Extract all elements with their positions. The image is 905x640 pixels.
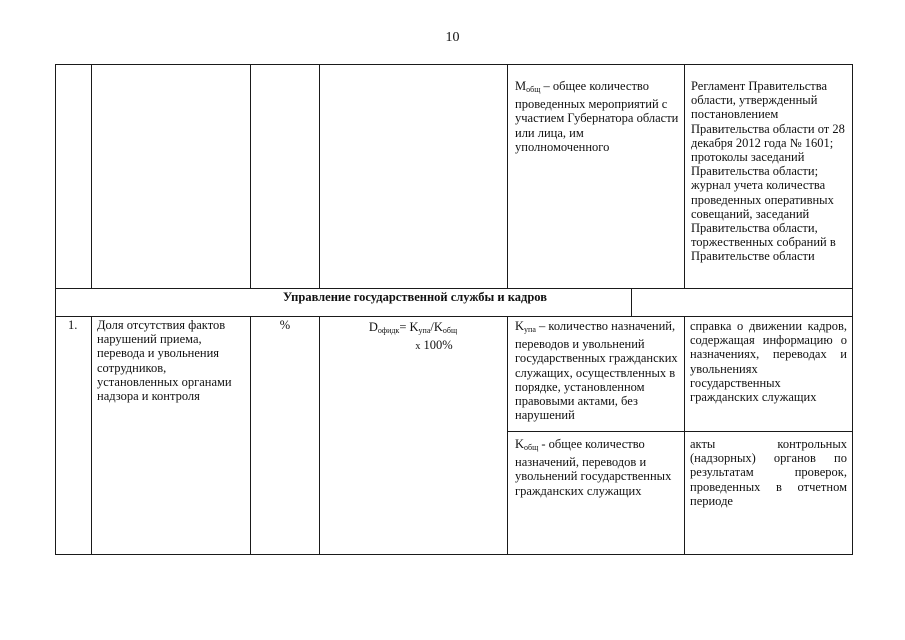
- formula-slash: /: [430, 320, 434, 334]
- col-line-3-upper: [319, 64, 320, 288]
- page-number: 10: [445, 30, 460, 45]
- col-line-2-lower: [250, 316, 251, 555]
- col-line-1-upper: [91, 64, 92, 288]
- formula-lhs-sub: офидк: [377, 326, 400, 335]
- formula-pct: 100%: [420, 338, 453, 353]
- table-border-top: [55, 64, 853, 65]
- col-line-1-lower: [91, 316, 92, 555]
- param2-var: K: [515, 437, 525, 451]
- param1-desc: [515, 319, 682, 422]
- param2-sub: общ: [524, 443, 539, 452]
- param1-source: справка о движении кадров, содержащая информацию о назначениях, переводах и увольнениях государственных гражданских служащих: [690, 319, 847, 405]
- formula-times: х: [415, 341, 421, 353]
- formula-lhs-var: D: [368, 320, 378, 334]
- formula: [322, 320, 504, 354]
- section-top-line: [55, 288, 853, 289]
- top-source: Регламент Правительства области, утвержденный постановлением Правительства области от 28 декабря 2012 года № 1601; протоколы заседаний Правительства области; журнал учета количества проведенных оперативных совещаний, заседаний Правительства области, торжественных собраний в Правительстве области: [691, 79, 845, 264]
- unit: %: [279, 318, 291, 332]
- param2-text: - общее количество назначений, переводов и увольнений государственных гражданских служащих: [515, 437, 672, 498]
- col-line-4-upper: [507, 64, 508, 288]
- formula-main: [322, 320, 504, 338]
- top-indicator-desc: [515, 79, 681, 154]
- param-divider-line: [507, 431, 853, 432]
- formula-den-sub: общ: [442, 326, 458, 335]
- table-border-bottom: [55, 554, 853, 555]
- param2-desc: [515, 437, 682, 498]
- formula-den-var: K: [433, 320, 443, 334]
- col-line-5-lower: [684, 316, 685, 555]
- section-bottom-line: [55, 316, 853, 317]
- formula-num-sub: упа: [418, 326, 431, 335]
- section-header: Управление государственной службы и кадров: [283, 290, 547, 304]
- formula-eq: =: [399, 320, 410, 334]
- param2-source: акты контрольных (надзорных) органов по результатам проверок, проведенных в отчетном периоде: [690, 437, 847, 508]
- param1-sub: упа: [524, 325, 536, 334]
- col-line-3-lower: [319, 316, 320, 555]
- col-line-6: [852, 64, 853, 555]
- col-line-5-upper: [684, 64, 685, 288]
- col-line-4-lower: [507, 316, 508, 555]
- top-indicator-sub: общ: [526, 85, 541, 94]
- top-indicator-var: M: [515, 79, 527, 93]
- section-divider: [631, 288, 632, 316]
- param1-var: K: [515, 319, 525, 333]
- col-line-2-upper: [250, 64, 251, 288]
- row-number: 1.: [68, 318, 78, 332]
- indicator-name: Доля отсутствия фактов нарушений приема, перевода и увольнения сотрудников, установленных органами надзора и контроля: [97, 318, 232, 404]
- param1-text: – количество назначений, переводов и увольнений государственных гражданских служащих, осуществленных в порядке, установленном правовыми актами, без нарушений: [515, 319, 678, 423]
- formula-mult: [322, 338, 504, 354]
- top-indicator-text: – общее количество проведенных мероприятий с участием Губернатора области или лица, им уполномоченного: [515, 79, 679, 154]
- formula-num-var: K: [409, 320, 419, 334]
- col-line-0: [55, 64, 56, 555]
